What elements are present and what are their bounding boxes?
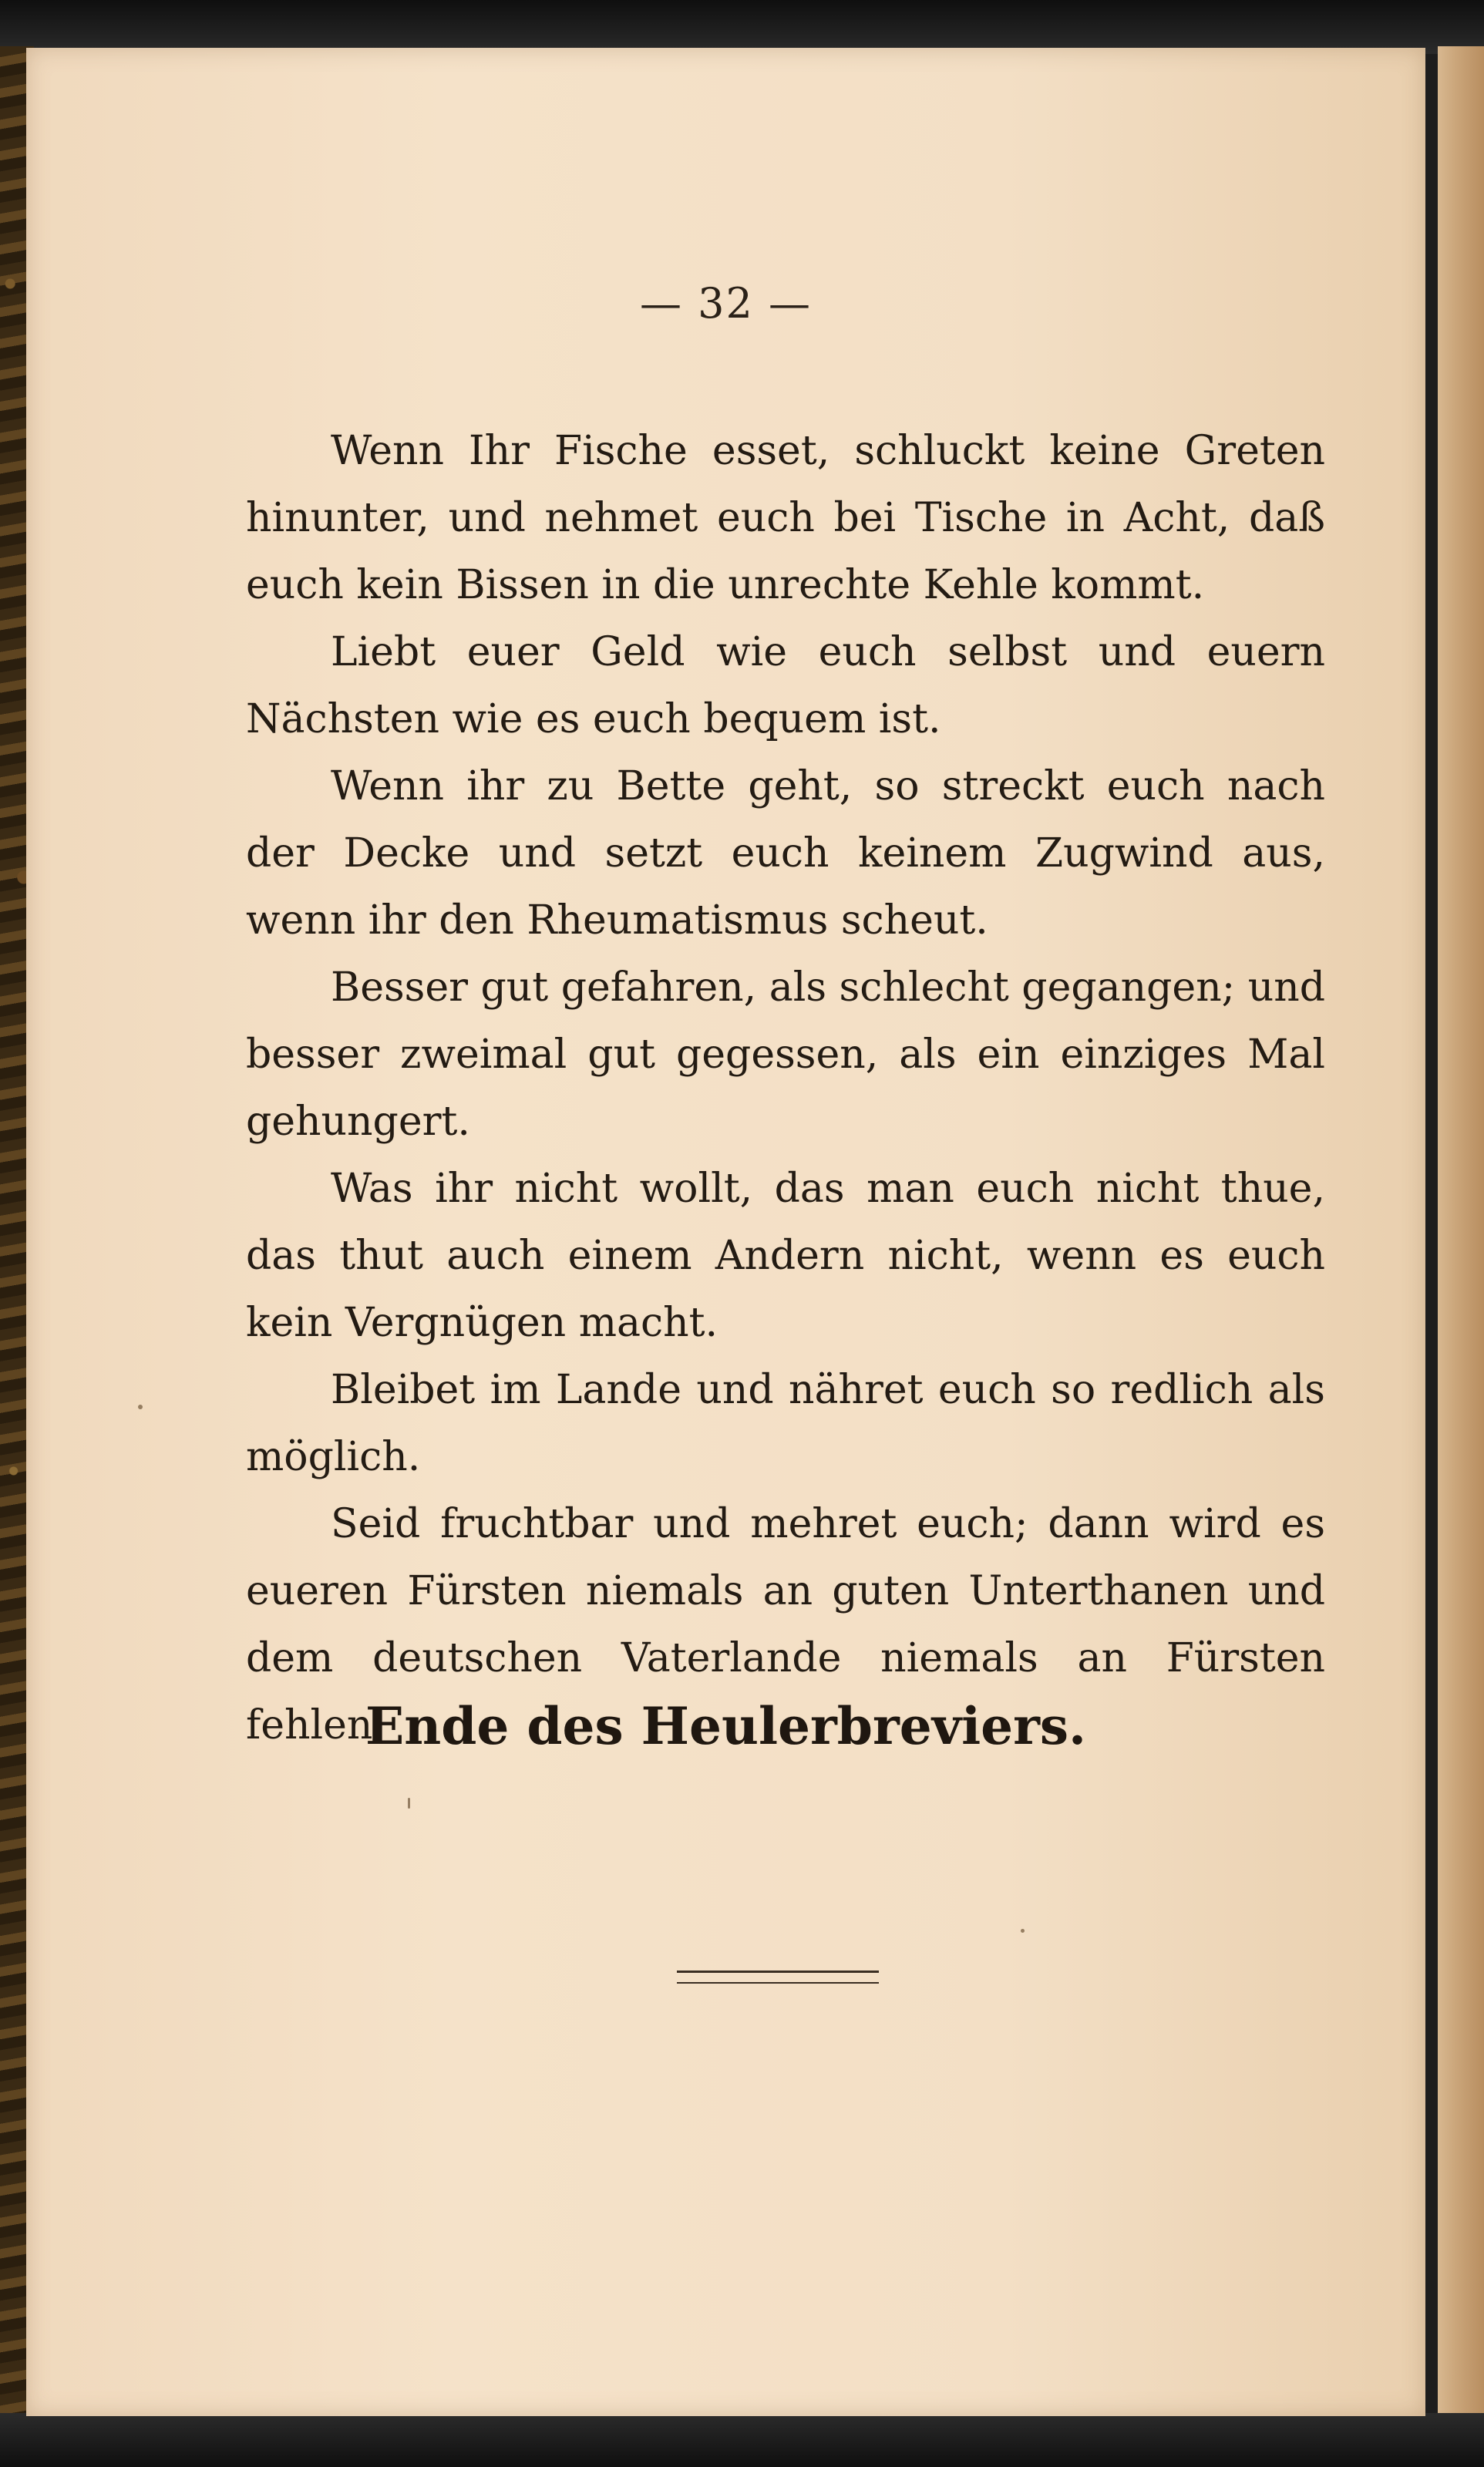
- paragraph-golden-rule: Was ihr nicht wollt, das man euch nicht thue, das thut auch einem Andern nicht, wenn es euch kein Vergnügen macht.: [246, 1166, 1325, 1346]
- paragraph-bed: Wenn ihr zu Bette geht, so streckt euch nach der Decke und setzt euch keinem Zugwind aus, wenn ihr den Rheumatismus scheut.: [246, 763, 1325, 944]
- paragraph-money: Liebt euer Geld wie euch selbst und euern Nächsten wie es euch bequem ist.: [246, 629, 1325, 742]
- end-title: Ende des Heulerbreviers.: [365, 1696, 1087, 1756]
- paragraph-driving: Besser gut gefahren, als schlecht gegangen; und besser zweimal gut gegessen, als ein einziges Mal gehungert.: [246, 964, 1325, 1145]
- paper-speck: [408, 1798, 410, 1809]
- page-number: — 32 —: [639, 279, 813, 328]
- book-cover-top-edge: [0, 0, 1484, 54]
- paragraph-fruitful: Seid fruchtbar und mehret euch; dann wird es eueren Fürsten niemals an guten Unterthanen und dem deutschen Vaterlande niemals an Fürsten fehlen.: [246, 1501, 1325, 1748]
- paper-speck: [1021, 1929, 1025, 1933]
- paragraph-fish: Wenn Ihr Fische esset, schluckt keine Greten hinunter, und nehmet euch bei Tische in Acht, daß euch kein Bissen in die unrechte Kehle kommt.: [246, 428, 1325, 608]
- paper-speck: [138, 1405, 143, 1409]
- paragraph-stay: Bleibet im Lande und nähret euch so redlich als möglich.: [246, 1367, 1325, 1480]
- closing-double-rule: [677, 1971, 879, 1984]
- body-text: [246, 418, 1325, 1759]
- next-page-edge: [1438, 46, 1484, 2421]
- paper-page: [26, 48, 1425, 2416]
- book-cover-bottom-edge: [0, 2413, 1484, 2467]
